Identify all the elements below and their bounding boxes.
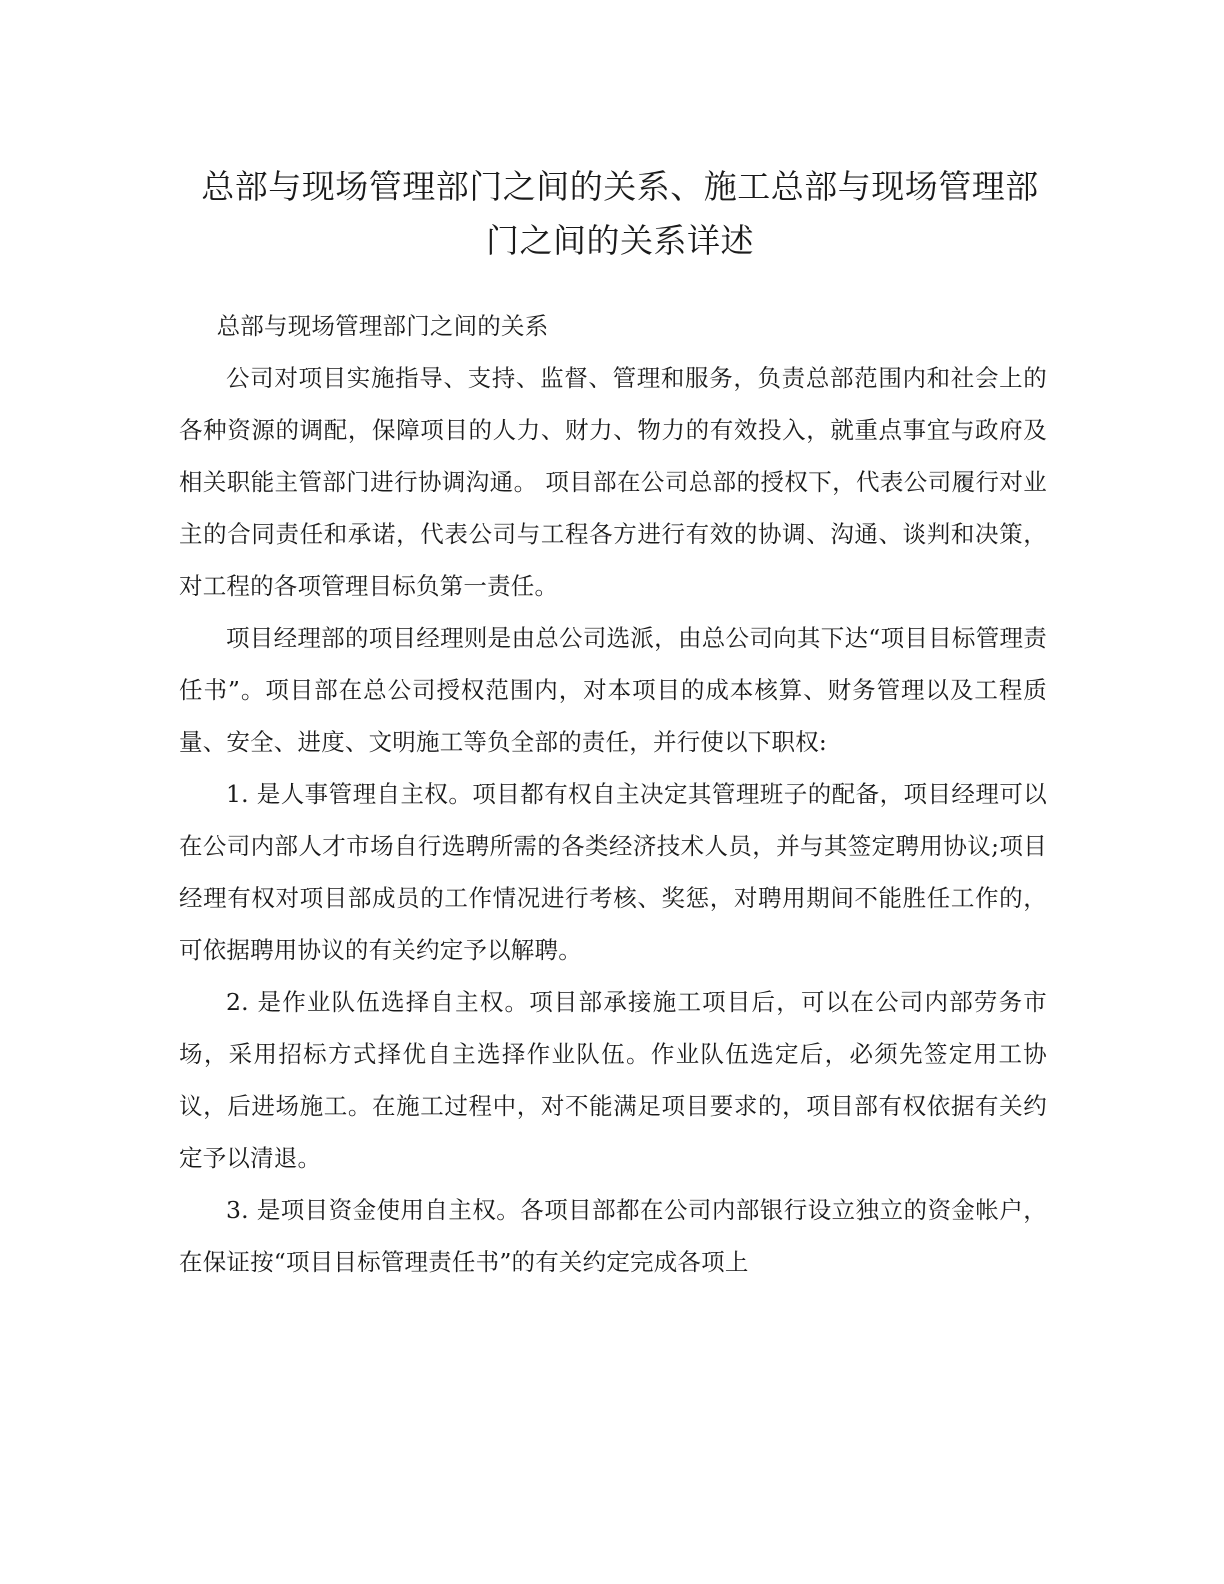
title-line-2: 门之间的关系详述: [486, 221, 754, 260]
paragraph-overview: 公司对项目实施指导、支持、监督、管理和服务，负责总部范围内和社会上的各种资源的调配，保障项目的人力、财力、物力的有效投入，就重点事宜与政府及相关职能主管部门进行协调沟通。 项目部在公司总部的授权下，代表公司履行对业主的合同责任和承诺，代表公司与工程各方进行有效的协调、沟通、谈判和决策，对工程的各项管理目标负第一责任。: [179, 364, 1047, 600]
document-body: [179, 300, 1047, 1288]
paragraph-team-selection-authority: 2. 是作业队伍选择自主权。项目部承接施工项目后，可以在公司内部劳务市场，采用招标方式择优自主选择作业队伍。作业队伍选定后，必须先签定用工协议，后进场施工。在施工过程中，对不能满足项目要求的，项目部有权依据有关约定予以清退。: [179, 988, 1047, 1172]
section-heading: 总部与现场管理部门之间的关系: [216, 312, 549, 340]
paragraph-personnel-authority: 1. 是人事管理自主权。项目都有权自主决定其管理班子的配备，项目经理可以在公司内部人才市场自行选聘所需的各类经济技术人员，并与其签定聘用协议;项目经理有权对项目部成员的工作情况进行考核、奖惩，对聘用期间不能胜任工作的，可依据聘用协议的有关约定予以解聘。: [179, 780, 1047, 964]
title-line-1: 总部与现场管理部门之间的关系、施工总部与现场管理部: [201, 167, 1039, 206]
document-title: [200, 160, 1040, 268]
paragraph-manager-authority: 项目经理部的项目经理则是由总公司选派，由总公司向其下达“项目目标管理责任书”。项目部在总公司授权范围内，对本项目的成本核算、财务管理以及工程质量、安全、进度、文明施工等负全部的责任，并行使以下职权:: [179, 624, 1047, 756]
paragraph-funds-authority: 3. 是项目资金使用自主权。各项目部都在公司内部银行设立独立的资金帐户，在保证按“项目目标管理责任书”的有关约定完成各项上: [179, 1196, 1047, 1276]
